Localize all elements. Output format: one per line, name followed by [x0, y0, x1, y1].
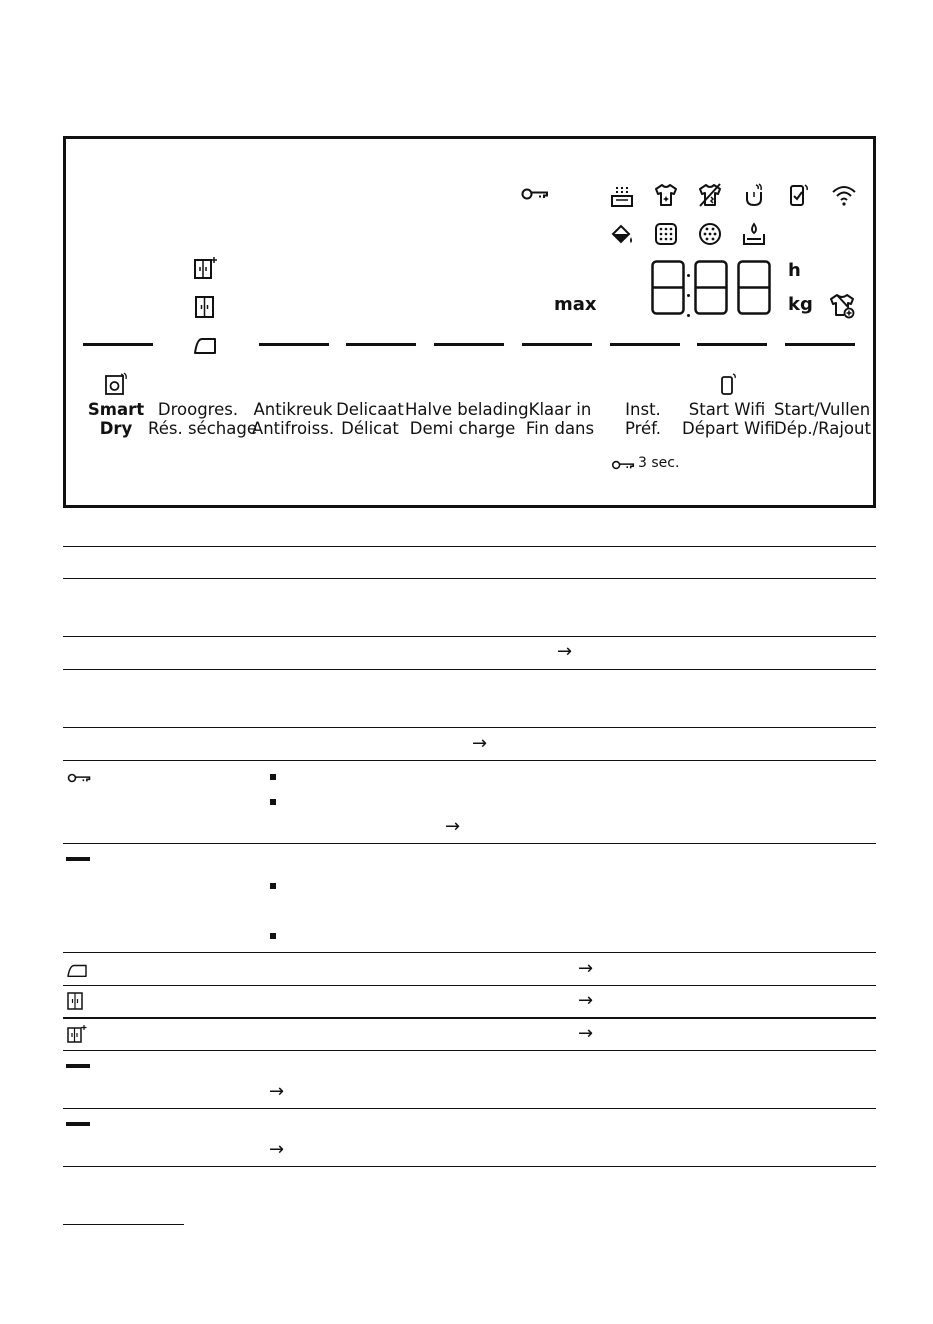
table-divider: [63, 727, 876, 728]
table-divider: [63, 985, 876, 986]
button-label-start-vullen: Start/Vullen Dép./Rajout: [774, 400, 871, 438]
button-bar-halve-belading[interactable]: [434, 343, 504, 346]
table-divider: [63, 760, 876, 761]
arrow-reference: →: [445, 816, 461, 837]
dash-icon: [66, 1064, 90, 1068]
table-divider: [63, 843, 876, 844]
table-divider: [63, 952, 876, 953]
display-digit-2: [694, 260, 728, 315]
button-label-smart-dry: Smart Dry: [87, 400, 145, 438]
colon-dot: [687, 274, 690, 277]
smart-dry-icon: [105, 373, 127, 395]
filter-dots-icon: [698, 222, 722, 246]
iron-dry-icon: [66, 961, 88, 979]
steam-icon: [610, 183, 634, 207]
button-bar-antikreuk[interactable]: [259, 343, 329, 346]
table-divider: [63, 1166, 876, 1167]
key-lock-hint: 3 sec.: [638, 455, 680, 471]
shirt-add-icon: [829, 293, 855, 319]
cupboard-dry-icon: [66, 992, 88, 1010]
container-icon: [742, 183, 766, 207]
colon-dot: [687, 294, 690, 297]
cupboard-dry-plus-icon: [193, 256, 217, 280]
table-divider: [63, 1050, 876, 1051]
arrow-reference: →: [269, 1139, 285, 1160]
table-divider: [63, 636, 876, 637]
table-divider: [63, 578, 876, 579]
arrow-reference: →: [578, 1023, 594, 1044]
button-label-inst: Inst. Préf.: [624, 400, 662, 438]
dash-icon: [66, 1122, 90, 1126]
table-divider: [63, 1017, 876, 1019]
button-bar-delicaat[interactable]: [346, 343, 416, 346]
dash-icon: [66, 857, 90, 861]
button-bar-klaar-in[interactable]: [522, 343, 592, 346]
button-label-start-wifi: Start Wifi Départ Wifi: [682, 400, 775, 438]
footnote-rule: [63, 1224, 184, 1225]
button-label-droogres: Droogres. Rés. séchage: [148, 400, 257, 438]
button-label-halve-belading: Halve belading Demi charge: [405, 400, 529, 438]
remote-start-icon: [787, 183, 811, 207]
table-divider: [63, 669, 876, 670]
display-digit-1: [651, 260, 685, 315]
phone-icon: [720, 373, 738, 395]
arrow-reference: →: [472, 733, 488, 754]
button-label-klaar-in: Klaar in Fin dans: [525, 400, 595, 438]
lint-filter-icon: [654, 222, 678, 246]
table-divider: [63, 1108, 876, 1109]
bullet: [270, 774, 276, 780]
button-bar-inst[interactable]: [610, 343, 680, 346]
cupboard-dry-icon: [193, 295, 217, 319]
button-bar-start-wifi[interactable]: [697, 343, 767, 346]
arrow-reference: →: [557, 641, 573, 662]
detergent-icon: [610, 222, 634, 246]
key-lock-icon: [66, 771, 92, 785]
unit-max: max: [554, 294, 597, 315]
unit-hours: h: [788, 260, 801, 281]
decimal-dot: [687, 314, 690, 317]
display-digit-3: [737, 260, 771, 315]
bullet: [270, 883, 276, 889]
iron-dry-icon: [193, 333, 217, 357]
bullet: [270, 799, 276, 805]
arrow-reference: →: [269, 1081, 285, 1102]
button-bar-smart-dry[interactable]: [83, 343, 153, 346]
wifi-icon: [832, 183, 856, 207]
key-lock-icon: [611, 458, 635, 472]
no-iron-icon: [698, 183, 722, 207]
unit-kg: kg: [788, 294, 813, 315]
cupboard-dry-plus-icon: [66, 1025, 88, 1043]
shirt-fresh-icon: [654, 183, 678, 207]
arrow-reference: →: [578, 990, 594, 1011]
table-divider: [63, 546, 876, 547]
arrow-reference: →: [578, 958, 594, 979]
key-lock-icon: [521, 184, 549, 204]
button-bar-start-vullen[interactable]: [785, 343, 855, 346]
bullet: [270, 933, 276, 939]
button-label-delicaat: Delicaat Délicat: [336, 400, 404, 438]
water-tank-icon: [742, 222, 766, 246]
button-label-antikreuk: Antikreuk Antifroiss.: [251, 400, 335, 438]
